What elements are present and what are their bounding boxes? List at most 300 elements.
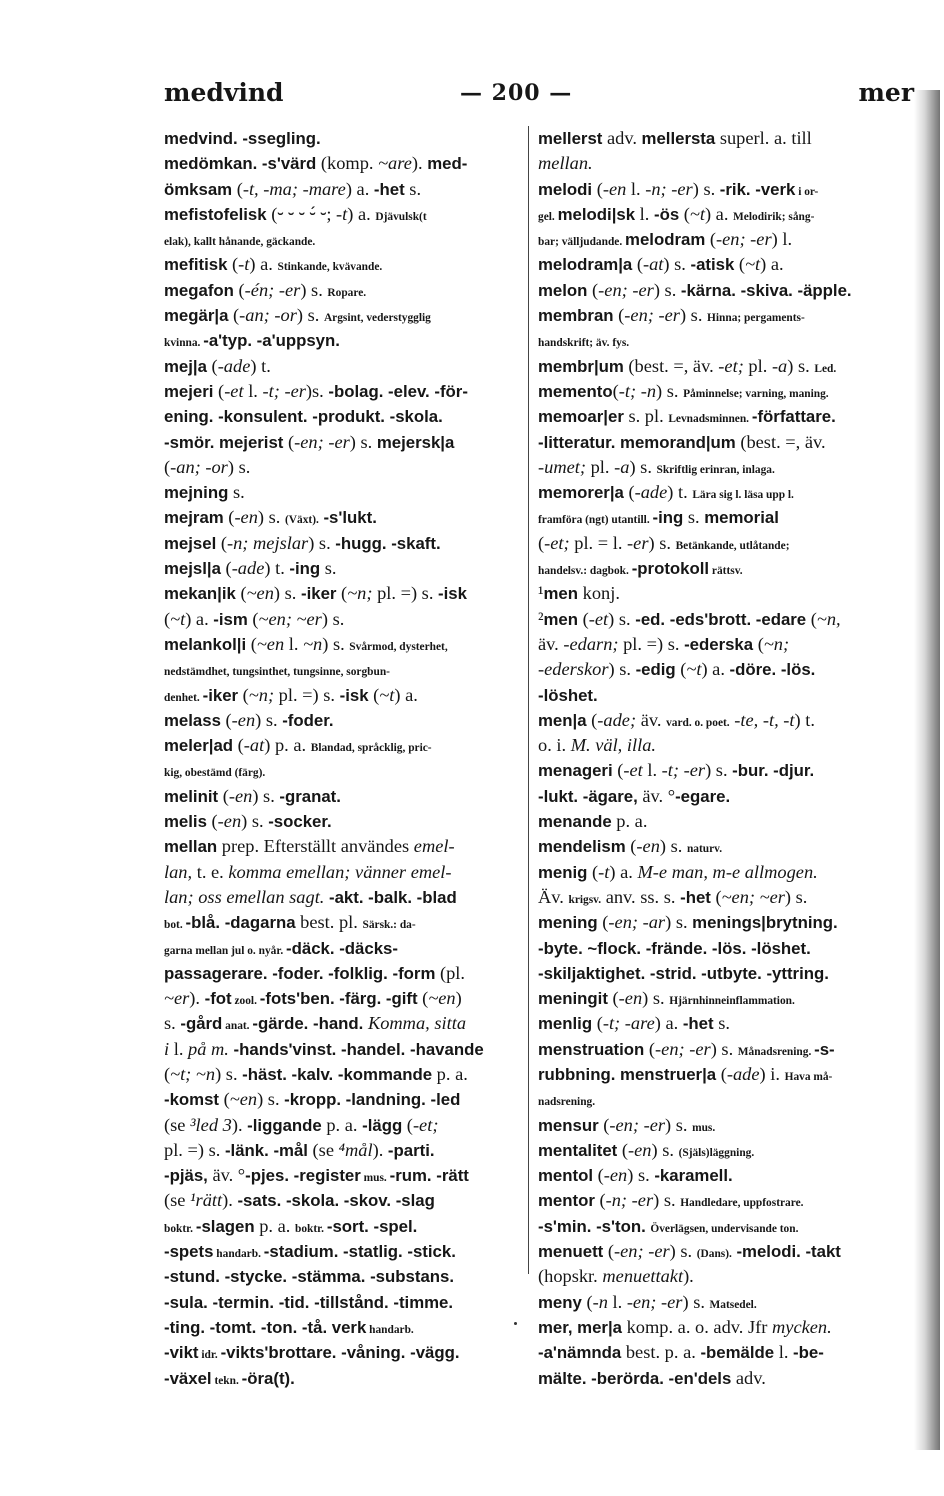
entry-text: äv. xyxy=(636,709,667,730)
entry-line xyxy=(538,1315,908,1340)
entry-inflection: ⁴mål xyxy=(338,1139,373,1160)
entry-text: ( xyxy=(216,532,227,553)
entry-line xyxy=(164,505,526,530)
entry-text: ( xyxy=(227,254,239,275)
entry-text: ) s. xyxy=(608,659,636,680)
entry-text: (best. =, äv. xyxy=(623,355,719,376)
page-number: — 200 — xyxy=(460,80,573,106)
entry-line xyxy=(538,936,908,961)
entry-headword: melon xyxy=(538,280,588,300)
entry-inflection: -en xyxy=(231,709,256,730)
entry-text: p. a. xyxy=(321,1114,363,1135)
entry-text: l. xyxy=(774,1342,794,1363)
entry-headword: mening xyxy=(538,913,598,933)
entry-text: ) t. xyxy=(794,709,815,730)
entry-text: ( xyxy=(228,305,240,326)
entry-headword: -slagen xyxy=(195,1216,255,1236)
entry-text: ) s. xyxy=(273,583,301,604)
entry-text: ) a. xyxy=(185,608,214,629)
entry-line xyxy=(538,708,908,733)
entry-gloss: Hava må- xyxy=(784,1070,833,1083)
entry-line xyxy=(164,1163,526,1188)
entry-headword: -gård xyxy=(180,1014,223,1034)
entry-headword: menings|brytning. xyxy=(692,913,838,933)
entry-line xyxy=(164,708,526,733)
entry-line xyxy=(164,151,526,176)
entry-text: ) s. xyxy=(669,1241,697,1262)
entry-headword: -bolag. -elev. -för- xyxy=(328,381,468,401)
entry-headword: -sats. -skola. -skov. -slag xyxy=(237,1191,435,1211)
entry-headword: mälte. -berörda. -en'dels xyxy=(538,1368,732,1388)
entry-inflection: -an; -or xyxy=(170,456,228,477)
entry-headword: -het xyxy=(682,1014,714,1034)
entry-text: ) a. xyxy=(609,861,638,882)
column-divider xyxy=(528,126,529,1274)
entry-inflection: -n xyxy=(592,1291,608,1312)
entry-inflection: -er xyxy=(627,532,649,553)
entry-gloss: vard. o. poet. xyxy=(666,716,730,729)
entry-headword: mentalitet xyxy=(538,1140,618,1160)
entry-line xyxy=(164,1037,526,1062)
entry-text: ( xyxy=(238,684,249,705)
entry-text: p. a. xyxy=(432,1063,468,1084)
entry-text: ) s. xyxy=(656,380,684,401)
left-running-headword: medvind xyxy=(164,78,284,107)
entry-inflection: ~en xyxy=(246,583,274,604)
entry-text: komp. a. o. adv. Jfr xyxy=(622,1316,772,1337)
entry-text: ( xyxy=(617,1139,628,1160)
entry-line xyxy=(164,430,526,455)
entry-headword: -egare. xyxy=(675,786,731,806)
entry-line xyxy=(538,1214,908,1239)
entry-line xyxy=(538,177,908,202)
entry-inflection: ~n, xyxy=(816,608,841,629)
entry-line xyxy=(164,202,526,227)
entry-line xyxy=(164,1264,526,1289)
entry-inflection: -et; xyxy=(412,1114,439,1135)
entry-headword: megafon xyxy=(164,280,234,300)
entry-line xyxy=(538,1138,908,1163)
entry-text: o. i. xyxy=(538,735,571,756)
entry-text: ( xyxy=(806,608,817,629)
entry-text: ) s. xyxy=(651,1139,679,1160)
entry-headword: melankol|i xyxy=(164,634,247,654)
entry-headword: -stadium. -statlig. -stick. xyxy=(263,1242,456,1262)
entry-text: ( xyxy=(592,178,603,199)
entry-headword: meningit xyxy=(538,989,608,1009)
entry-inflection: -n; -er xyxy=(645,178,693,199)
entry-headword: -skiljaktighet. -strid. -utbyte. -yttring. xyxy=(538,963,829,983)
entry-text: ( xyxy=(612,760,624,781)
entry-inflection: -edarn; xyxy=(563,633,619,654)
entry-text: ( xyxy=(597,912,609,933)
entry-headword: mentor xyxy=(538,1191,595,1211)
entry-line xyxy=(164,278,526,303)
entry-text: konj. xyxy=(578,583,620,604)
print-dot xyxy=(514,1322,517,1325)
entry-inflection: lan, xyxy=(164,861,193,882)
entry-text: ¹ xyxy=(538,583,544,604)
entry-inflection: -t; -n xyxy=(618,380,657,401)
entry-gloss: (Själs)läggning. xyxy=(678,1146,755,1159)
entry-text: l. xyxy=(243,380,263,401)
entry-text: ( xyxy=(578,608,589,629)
entry-inflection: -en xyxy=(234,507,258,528)
entry-text: ) s. xyxy=(648,532,676,553)
entry-line xyxy=(164,910,526,935)
entry-inflection: -at xyxy=(243,735,265,756)
entry-text: ) s. xyxy=(682,1291,710,1312)
entry-inflection: mycken. xyxy=(772,1316,832,1337)
entry-line xyxy=(164,556,526,581)
entry-inflection: ~n; xyxy=(248,684,275,705)
entry-line xyxy=(538,455,908,480)
entry-line xyxy=(164,809,526,834)
entry-gloss: handelsv.: dagbok. xyxy=(538,565,632,578)
entry-line xyxy=(164,404,526,429)
entry-line xyxy=(538,328,908,353)
entry-line xyxy=(164,480,526,505)
entry-line xyxy=(538,1163,908,1188)
entry-gloss: elak), kallt hånande, gäckande. xyxy=(164,236,316,249)
entry-text: ( xyxy=(581,1291,593,1312)
entry-line xyxy=(164,252,526,277)
entry-inflection: -at xyxy=(642,254,664,275)
entry-line xyxy=(164,733,526,758)
entry-text: ) s. xyxy=(627,1165,655,1186)
entry-gloss: Djävulsk(t xyxy=(375,210,427,223)
entry-text: ( xyxy=(368,684,380,705)
entry-inflection: -ederskor xyxy=(538,659,609,680)
entry-headword: -däck. -däcks- xyxy=(286,938,398,958)
entry-headword: -het xyxy=(373,179,405,199)
entry-text: pl. =) s. xyxy=(164,1139,225,1160)
entry-headword: ömksam xyxy=(164,179,233,199)
entry-headword: melass xyxy=(164,710,221,730)
entry-line xyxy=(164,758,526,783)
entry-headword: -melodi. -takt xyxy=(736,1242,841,1262)
entry-line xyxy=(538,632,908,657)
entry-gloss: krigsv. xyxy=(568,893,602,906)
entry-text: ( xyxy=(219,1089,230,1110)
entry-gloss: nadsrening. xyxy=(538,1096,596,1109)
entry-inflection: ~en xyxy=(229,1089,258,1110)
entry-inflection: -t xyxy=(336,203,348,224)
entry-headword: mej|a xyxy=(164,356,207,376)
entry-headword: mefistofelisk xyxy=(164,204,267,224)
entry-headword: medvind. -ssegling. xyxy=(164,129,321,148)
entry-line xyxy=(164,177,526,202)
entry-text: ) s. xyxy=(255,709,283,730)
entry-inflection: ~er xyxy=(164,988,190,1009)
entry-line xyxy=(538,1239,908,1264)
entry-text: ) s. xyxy=(653,1190,681,1211)
entry-headword: -isk xyxy=(438,584,467,604)
entry-text: l. xyxy=(642,760,662,781)
entry-text: ) s. xyxy=(629,456,657,477)
entry-text: ( xyxy=(592,1013,603,1034)
entry-headword: mer, mer|a xyxy=(538,1317,622,1337)
entry-inflection: -a xyxy=(771,355,788,376)
entry-line xyxy=(538,683,908,708)
entry-text: ). xyxy=(411,153,428,174)
entry-headword: -sort. -spel. xyxy=(326,1216,418,1236)
entry-inflection: -en xyxy=(217,811,242,832)
entry-headword: -a'nämnda xyxy=(538,1343,622,1363)
entry-text: s. pl. xyxy=(623,406,669,427)
entry-line xyxy=(538,607,908,632)
entry-headword: -iker xyxy=(202,685,239,705)
entry-gloss: Ropare. xyxy=(327,286,367,299)
entry-text: ( xyxy=(587,861,599,882)
entry-line xyxy=(164,126,526,151)
entry-text: l. xyxy=(284,633,304,654)
entry-headword: men xyxy=(543,584,579,604)
entry-text: äv. ° xyxy=(207,1165,246,1186)
entry-line xyxy=(164,1188,526,1213)
entry-line xyxy=(164,632,526,657)
entry-text: ) a. xyxy=(347,203,376,224)
entry-headword: -öra(t). xyxy=(241,1368,295,1388)
entry-inflection: -te, -t, -t xyxy=(734,709,795,730)
entry-inflection: -en xyxy=(602,178,627,199)
entry-gloss: Hinna; pergaments- xyxy=(707,312,805,325)
entry-headword: -lukt. -ägare, xyxy=(538,786,638,806)
entry-headword: menig xyxy=(538,862,588,882)
entry-line xyxy=(164,885,526,910)
entry-text: ) s. xyxy=(300,279,328,300)
entry-headword: -hugg. -skaft. xyxy=(335,533,441,553)
entry-text: ) i. xyxy=(759,1063,785,1084)
entry-gloss: boktr. xyxy=(164,1222,196,1235)
entry-line xyxy=(164,581,526,606)
entry-text: ( xyxy=(586,709,598,730)
entry-headword: -isk xyxy=(339,685,369,705)
entry-inflection: -et; xyxy=(718,355,744,376)
entry-headword: -protokoll xyxy=(631,559,710,579)
entry-inflection: mellan. xyxy=(538,153,593,174)
entry-text: superl. a. till xyxy=(715,128,812,148)
entry-inflection: -ade xyxy=(231,558,265,579)
entry-headword: -komst xyxy=(164,1090,220,1110)
entry-text: äv. ° xyxy=(637,785,676,806)
entry-line xyxy=(538,1340,908,1365)
entry-text: l. xyxy=(607,1291,627,1312)
entry-headword: -ing xyxy=(289,559,321,579)
entry-line xyxy=(538,1011,908,1036)
left-column xyxy=(164,126,526,1391)
entry-inflection: -a xyxy=(614,456,630,477)
entry-headword: -stund. -stycke. -stämma. -substans. xyxy=(164,1267,455,1287)
entry-headword: -hands'vinst. -handel. -havande xyxy=(233,1039,484,1059)
entry-gloss: Betänkande, utlåtande; xyxy=(675,539,790,552)
page-edge-shadow xyxy=(914,90,940,1450)
entry-line xyxy=(538,1037,908,1062)
entry-gloss: nedstämdhet, tungsinthet, tungsinne, sorgbun- xyxy=(164,666,390,679)
entry-gloss: Svårmod, dysterhet, xyxy=(349,640,448,653)
entry-gloss: Melodirik; sång- xyxy=(733,210,815,223)
entry-line xyxy=(164,1138,526,1163)
entry-line xyxy=(164,784,526,809)
entry-headword: -liggande xyxy=(247,1115,322,1135)
entry-text: ) s. xyxy=(252,785,280,806)
entry-line xyxy=(164,1239,526,1264)
entry-line xyxy=(538,1264,908,1289)
entry-gloss: Månadsrening. xyxy=(737,1045,815,1058)
entry-text: ) s. xyxy=(321,608,345,629)
entry-line xyxy=(164,1214,526,1239)
entry-headword: passagerare. -foder. -folklig. -form xyxy=(164,963,436,983)
entry-headword: melodram xyxy=(625,230,706,250)
entry-headword: -döre. -lös. xyxy=(729,660,816,680)
entry-inflection: -t; -er xyxy=(262,380,306,401)
entry-gloss: Blandad, språcklig, pric- xyxy=(310,742,432,755)
entry-line xyxy=(164,455,526,480)
entry-inflection: -en; -er xyxy=(624,305,680,326)
entry-gloss: mus. xyxy=(360,1172,390,1185)
entry-inflection: ~en; ~er xyxy=(721,886,785,907)
entry-text: ( xyxy=(233,279,245,300)
entry-text: ( xyxy=(164,1063,171,1084)
entry-headword: -a'typ. -a'uppsyn. xyxy=(203,331,340,351)
entry-gloss: Särsk.: da- xyxy=(362,919,416,932)
page-header xyxy=(160,78,914,118)
entry-inflection: -t xyxy=(598,861,610,882)
entry-inflection: -et; xyxy=(544,532,570,553)
entry-gloss: Hjärnhinneinflammation. xyxy=(669,995,795,1008)
entry-text: ) s. xyxy=(692,178,720,199)
entry-text: pl. =) s. xyxy=(274,684,340,705)
entry-headword: -s'min. -s'ton. xyxy=(538,1216,646,1236)
entry-gloss: Led. xyxy=(814,362,837,375)
entry-text: ( xyxy=(623,482,635,503)
entry-text: ) a. xyxy=(654,1013,683,1034)
entry-headword: mensur xyxy=(538,1115,599,1135)
entry-headword: -granat. xyxy=(279,786,341,806)
entry-text: ) s. xyxy=(659,836,687,857)
entry-headword: melinit xyxy=(164,786,219,806)
entry-inflection: -t; -er xyxy=(661,760,706,781)
entry-headword: -byte. ~flock. -frände. -lös. -löshet. xyxy=(538,938,811,958)
entry-line xyxy=(538,126,908,151)
entry-headword: -atisk xyxy=(690,255,735,275)
entry-text: s. xyxy=(228,482,245,503)
entry-line xyxy=(538,1087,908,1112)
entry-line xyxy=(164,1087,526,1112)
entry-headword: -ös xyxy=(653,204,680,224)
entry-line xyxy=(538,809,908,834)
entry-text: ( xyxy=(587,279,599,300)
entry-text: ( xyxy=(603,1241,614,1262)
entry-inflection: ¹rätt xyxy=(190,1190,223,1211)
entry-text: l. xyxy=(626,178,646,199)
entry-line xyxy=(538,961,908,986)
entry-text: ( xyxy=(594,1190,606,1211)
entry-headword: mejning xyxy=(164,483,229,503)
entry-line xyxy=(538,278,908,303)
entry-headword: mellersta xyxy=(641,129,716,148)
entry-text: ( xyxy=(734,254,746,275)
entry-headword: ening. -konsulent. -produkt. -skola. xyxy=(164,407,443,427)
entry-inflection: lan; oss emellan sagt. xyxy=(164,886,325,907)
entry-text: anv. ss. s. xyxy=(601,886,681,907)
entry-inflection: -en; -er xyxy=(614,1241,670,1262)
entry-text: p. a. xyxy=(254,1215,295,1236)
entry-inflection: M. väl, illa. xyxy=(570,735,657,756)
entry-inflection: ³led 3 xyxy=(190,1114,232,1135)
right-running-headword: mer xyxy=(858,78,914,107)
entry-text: ) s. xyxy=(787,355,815,376)
entry-inflection: Komma, sitta xyxy=(367,1013,467,1034)
entry-text: ( xyxy=(232,178,243,199)
entry-text: ( xyxy=(632,254,643,275)
entry-inflection: ~t xyxy=(379,684,395,705)
entry-inflection: på m. xyxy=(188,1038,229,1059)
entry-gloss: Handledare, uppfostrare. xyxy=(680,1197,804,1210)
entry-gloss: garna mellan jul o. nyår. xyxy=(164,944,287,957)
entry-text: ). xyxy=(683,1266,694,1287)
entry-gloss: Överlägsen, undervisande ton. xyxy=(650,1222,799,1235)
entry-gloss: handarb. xyxy=(213,1248,264,1261)
entry-inflection: -en; -er xyxy=(626,1291,683,1312)
entry-gloss: Stinkande, kvävande. xyxy=(277,261,383,274)
entry-text: (pl. xyxy=(435,962,465,983)
entry-headword: mentol xyxy=(538,1166,594,1186)
entry-headword: -vikts'brottare. -våning. -vägg. xyxy=(220,1343,460,1363)
entry-headword: meny xyxy=(538,1292,582,1312)
entry-line xyxy=(538,480,908,505)
entry-text: ) t. xyxy=(667,482,693,503)
entry-text: ( xyxy=(679,203,690,224)
entry-text: ( xyxy=(246,633,257,654)
entry-text: ) s. xyxy=(227,456,251,477)
entry-text: ( xyxy=(705,229,716,250)
entry-inflection: -en xyxy=(228,785,253,806)
entry-inflection: -en xyxy=(618,988,643,1009)
entry-headword: -socker. xyxy=(268,812,332,832)
entry-headword: -pjes. -register xyxy=(245,1166,361,1186)
entry-text: ) s. xyxy=(257,507,285,528)
entry-line xyxy=(538,834,908,859)
entry-line xyxy=(538,354,908,379)
entry-headword: mejersk|a xyxy=(376,432,455,452)
entry-headword: -länk. -mål xyxy=(224,1140,308,1160)
entry-text: ( xyxy=(283,431,295,452)
right-column xyxy=(538,126,908,1391)
entry-headword: -löshet. xyxy=(538,685,598,705)
entry-line xyxy=(538,379,908,404)
entry-text: ( xyxy=(206,811,218,832)
entry-text: l. xyxy=(635,203,654,224)
entry-headword: -gärde. -hand. xyxy=(252,1014,364,1034)
entry-gloss: naturv. xyxy=(686,843,723,856)
entry-text: adv. xyxy=(602,128,642,148)
entry-text: s. xyxy=(320,558,337,579)
entry-headword: -edig xyxy=(635,660,676,680)
entry-line xyxy=(538,1188,908,1213)
entry-inflection: ~t; ~n xyxy=(170,1063,216,1084)
entry-text: ( xyxy=(593,1165,604,1186)
entry-text: adv. xyxy=(731,1367,766,1388)
entry-inflection: emel- xyxy=(413,836,455,857)
entry-text: ( xyxy=(716,1063,727,1084)
entry-line xyxy=(164,834,526,859)
entry-inflection: -en; -ar xyxy=(608,912,666,933)
entry-line xyxy=(164,1290,526,1315)
entry-text: ) s. xyxy=(308,532,336,553)
entry-text: ) s. xyxy=(665,912,693,933)
entry-line xyxy=(538,758,908,783)
